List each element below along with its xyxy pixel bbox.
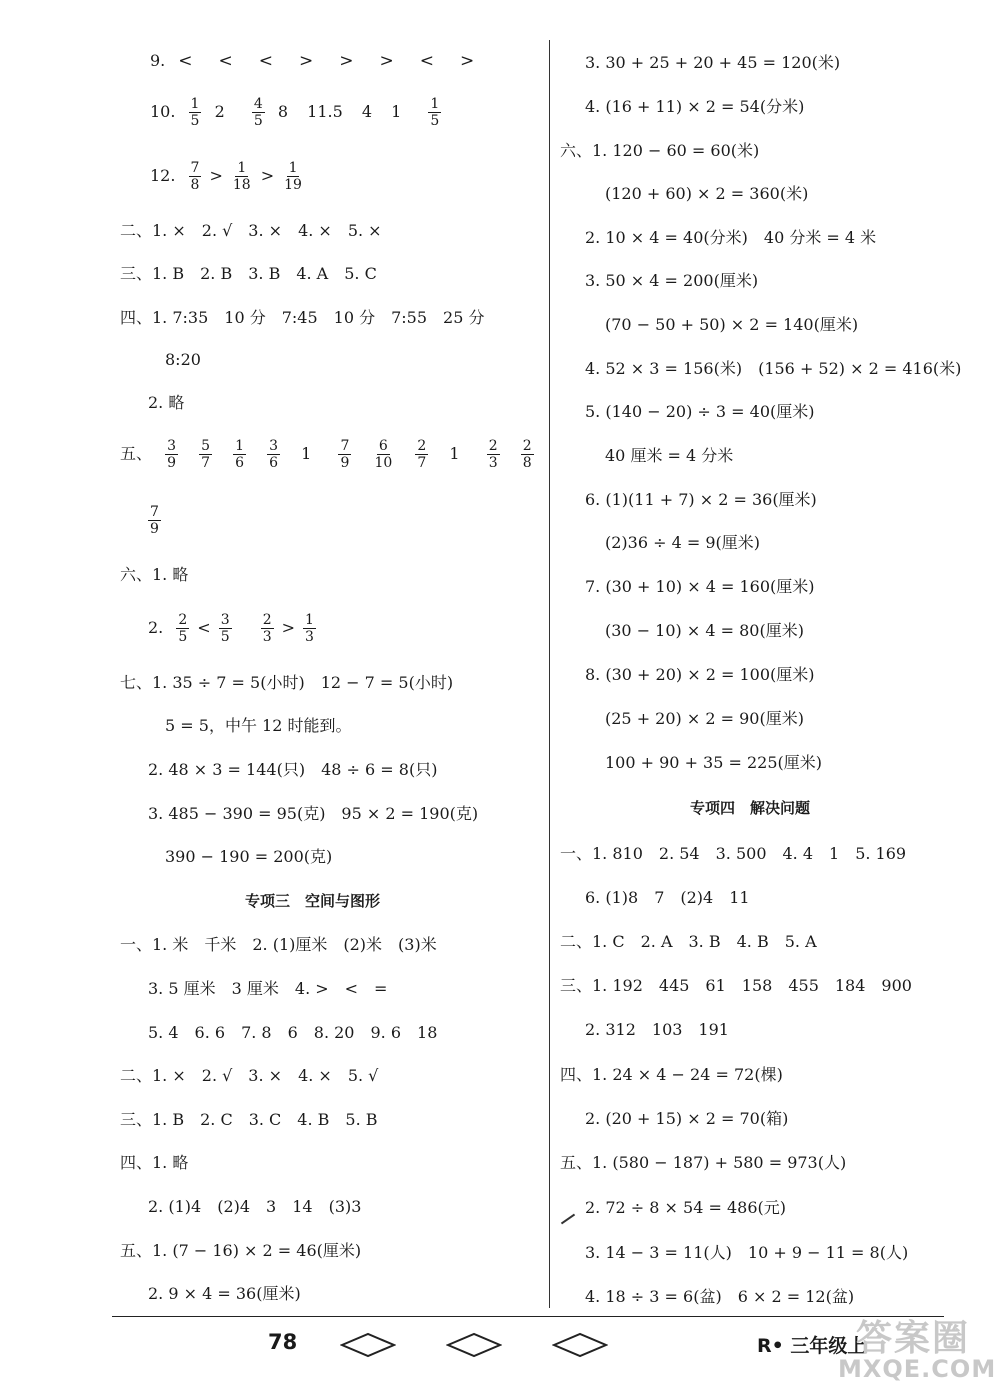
- answer-value: 1: [391, 102, 402, 121]
- answer-line: 2. 312 103 191: [585, 1020, 729, 1039]
- watermark-url: MXQE.COM: [838, 1355, 997, 1383]
- answer-line: 4. (16 + 11) × 2 = 54(分米): [585, 97, 805, 116]
- fraction: [233, 438, 246, 471]
- answer-line: 2. (20 + 15) × 2 = 70(箱): [585, 1109, 789, 1128]
- answer-line: 40 厘米 = 4 分米: [605, 446, 734, 465]
- numerator: 3: [167, 438, 177, 454]
- diamond-ornament-icon: [340, 1332, 396, 1358]
- answer-line: 3. 14 − 3 = 11(人) 10 + 9 − 11 = 8(人): [585, 1243, 909, 1262]
- denominator: 6: [235, 455, 245, 471]
- topic3-section-3: 三、1. B 2. C 3. C 4. B 5. B: [120, 1110, 378, 1129]
- numerator: 1: [235, 438, 245, 454]
- answer-line: (2)36 ÷ 4 = 9(厘米): [605, 533, 761, 552]
- section-4-answer-1: 四、1. 7:35 10 分 7:45 10 分 7:55 25 分: [120, 308, 485, 327]
- topic3-section-2: 二、1. × 2. √ 3. × 4. × 5. √: [120, 1066, 379, 1085]
- numerator: 3: [269, 438, 279, 454]
- footer-rule: [112, 1316, 944, 1317]
- fraction: [267, 438, 280, 471]
- denominator: 7: [417, 455, 427, 471]
- denominator: 9: [150, 521, 159, 537]
- answer-value: 8: [277, 102, 289, 121]
- section-heading-3: 专项三 空间与图形: [245, 892, 381, 910]
- answer-line: 六、1. 120 − 60 = 60(米): [560, 141, 760, 160]
- compare-symbol: >: [339, 51, 354, 71]
- answer-9: [150, 50, 487, 72]
- topic3-section-4-cont: 2. (1)4 (2)4 3 14 (3)3: [148, 1197, 362, 1216]
- denominator: 3: [262, 629, 272, 645]
- compare-symbol: <: [197, 618, 211, 637]
- numerator: 2: [522, 438, 532, 454]
- answer-line: 100 + 90 + 35 = 225(厘米): [605, 753, 823, 772]
- fraction: [252, 96, 265, 129]
- answer-line: 4. 52 × 3 = 156(米) (156 + 52) × 2 = 416(米): [585, 359, 962, 378]
- answer-line: (120 + 60) × 2 = 360(米): [605, 184, 809, 203]
- denominator: 5: [190, 113, 200, 129]
- answer-line: 2. 72 ÷ 8 × 54 = 486(元): [585, 1198, 787, 1217]
- topic3-section-4: 四、1. 略: [120, 1153, 189, 1172]
- answer-line: 3. 50 × 4 = 200(厘米): [585, 271, 759, 290]
- numerator: 1: [305, 612, 314, 628]
- numerator: 1: [237, 160, 247, 176]
- section-6-answer-1: 六、1. 略: [120, 565, 189, 584]
- column-divider: [549, 40, 550, 1308]
- numerator: 7: [190, 160, 200, 176]
- numerator: 3: [220, 612, 230, 628]
- denominator: 18: [232, 177, 251, 193]
- numerator: 2: [417, 438, 427, 454]
- fraction: [338, 438, 351, 471]
- denominator: 5: [220, 629, 230, 645]
- watermark-logo: [838, 1310, 997, 1383]
- answer-value: 1: [301, 444, 312, 463]
- section-7-answer-1-cont: 5 = 5，中午 12 时能到。: [165, 716, 352, 735]
- fraction: [176, 612, 189, 645]
- denominator: 7: [201, 455, 211, 471]
- compare-symbol: >: [299, 51, 314, 71]
- section-4-answer-1-cont: 8:20: [165, 350, 201, 369]
- denominator: 9: [167, 455, 177, 471]
- pen-mark: [561, 1214, 575, 1225]
- answer-line: 5. (140 − 20) ÷ 3 = 40(厘米): [585, 402, 815, 421]
- denominator: 3: [488, 455, 498, 471]
- answer-value: 11.5: [307, 102, 343, 121]
- section-5-answers: [120, 438, 542, 471]
- compare-symbol: >: [460, 51, 475, 71]
- compare-symbol: <: [218, 51, 233, 71]
- fraction: [303, 612, 316, 645]
- numerator: 2: [178, 612, 188, 628]
- answer-line: 6. (1)8 7 (2)4 11: [585, 888, 750, 907]
- fraction: [148, 504, 161, 537]
- section-3-answers: 三、1. B 2. B 3. B 4. A 5. C: [120, 264, 377, 283]
- denominator: 19: [284, 177, 302, 193]
- item-number: 10.: [150, 102, 176, 121]
- denominator: 5: [253, 113, 263, 129]
- answer-line: 8. (30 + 20) × 2 = 100(厘米): [585, 665, 815, 684]
- compare-symbol: >: [209, 166, 223, 185]
- section-4-answer-2: 2. 略: [148, 393, 185, 412]
- denominator: 3: [305, 629, 314, 645]
- answer-line: (30 − 10) × 4 = 80(厘米): [605, 621, 804, 640]
- numerator: 7: [340, 438, 350, 454]
- answer-line: 2. 10 × 4 = 40(分米) 40 分米 = 4 米: [585, 228, 877, 247]
- fraction: [261, 612, 274, 645]
- compare-symbol: >: [281, 618, 296, 637]
- diamond-ornament-icon: [552, 1332, 608, 1358]
- answer-line: 3. 30 + 25 + 20 + 45 = 120(米): [585, 53, 841, 72]
- fraction: [487, 438, 500, 471]
- numerator: 7: [150, 504, 159, 520]
- numerator: 4: [253, 96, 263, 112]
- fraction: [189, 160, 202, 193]
- compare-symbol: <: [178, 51, 193, 71]
- page-number: 78: [268, 1330, 298, 1354]
- answer-value: 4: [361, 102, 373, 121]
- numerator: 1: [430, 96, 440, 112]
- watermark-text: 答案圈: [855, 1318, 970, 1359]
- compare-symbol: <: [419, 51, 435, 71]
- denominator: 9: [340, 455, 350, 471]
- topic3-section-5: 五、1. (7 − 16) × 2 = 46(厘米): [120, 1241, 362, 1260]
- answer-line: 4. 18 ÷ 3 = 6(盆) 6 × 2 = 12(盆): [585, 1287, 855, 1306]
- numerator: 5: [201, 438, 211, 454]
- denominator: 5: [178, 629, 188, 645]
- numerator: 2: [488, 438, 498, 454]
- fraction: [428, 96, 441, 129]
- numerator: 1: [288, 160, 298, 176]
- fraction: [165, 438, 178, 471]
- answer-line: 五、1. (580 − 187) + 580 = 973(人): [560, 1153, 847, 1172]
- answer-line: 二、1. C 2. A 3. B 4. B 5. A: [560, 932, 817, 951]
- denominator: 8: [522, 455, 532, 471]
- fraction: [521, 438, 534, 471]
- topic3-section-1-cont: 3. 5 厘米 3 厘米 4. > < =: [148, 979, 388, 998]
- answer-value: 1: [449, 444, 460, 463]
- numerator: 2: [262, 612, 272, 628]
- section-7-answer-3-cont: 390 − 190 = 200(克): [165, 847, 333, 866]
- denominator: 10: [374, 455, 393, 471]
- fraction: [231, 160, 253, 193]
- topic3-section-5-cont: 2. 9 × 4 = 36(厘米): [148, 1284, 301, 1303]
- section-5-answers-cont: [140, 504, 169, 537]
- answer-line: 7. (30 + 10) × 4 = 160(厘米): [585, 577, 815, 596]
- answer-line: (70 − 50 + 50) × 2 = 140(厘米): [605, 315, 859, 334]
- numerator: 1: [190, 96, 200, 112]
- numerator: 6: [378, 438, 388, 454]
- section-6-answer-2: [148, 612, 324, 645]
- fraction: [282, 160, 304, 193]
- compare-symbol: >: [260, 166, 275, 185]
- denominator: 6: [269, 455, 279, 471]
- answer-line: (25 + 20) × 2 = 90(厘米): [605, 709, 804, 728]
- item-number: 9.: [150, 51, 166, 70]
- item-number: 2.: [148, 618, 164, 637]
- fraction: [372, 438, 394, 471]
- fraction: [219, 612, 232, 645]
- section-heading-4: 专项四 解决问题: [690, 799, 811, 817]
- section-7-answer-1: 七、1. 35 ÷ 7 = 5(小时) 12 − 7 = 5(小时): [120, 673, 454, 692]
- topic3-section-1-cont2: 5. 4 6. 6 7. 8 6 8. 20 9. 6 18: [148, 1023, 438, 1042]
- denominator: 8: [190, 177, 200, 193]
- compare-symbol: >: [379, 51, 394, 71]
- section-label: 五、: [120, 444, 153, 463]
- answer-line: 一、1. 810 2. 54 3. 500 4. 4 1 5. 169: [560, 844, 907, 863]
- answer-line: 四、1. 24 × 4 − 24 = 72(棵): [560, 1065, 783, 1084]
- item-number: 12.: [150, 166, 176, 185]
- answer-line: 三、1. 192 445 61 158 455 184 900: [560, 976, 912, 995]
- answer-10: [150, 96, 449, 129]
- compare-symbol: <: [258, 51, 274, 71]
- section-7-answer-2: 2. 48 × 3 = 144(只) 48 ÷ 6 = 8(只): [148, 760, 438, 779]
- fraction: [189, 96, 202, 129]
- diamond-ornament-icon: [446, 1332, 502, 1358]
- topic3-section-1: 一、1. 米 千米 2. (1)厘米 (2)米 (3)米: [120, 935, 437, 954]
- section-7-answer-3: 3. 485 − 390 = 95(克) 95 × 2 = 190(克): [148, 804, 479, 823]
- answer-line: 6. (1)(11 + 7) × 2 = 36(厘米): [585, 490, 817, 509]
- fraction: [415, 438, 428, 471]
- denominator: 5: [430, 113, 440, 129]
- section-2-answers: 二、1. × 2. √ 3. × 4. × 5. ×: [120, 221, 382, 240]
- fraction: [199, 438, 212, 471]
- grade-label: R• 三年级上: [757, 1335, 867, 1357]
- answer-12: [150, 160, 312, 193]
- answer-value: 2: [214, 102, 225, 121]
